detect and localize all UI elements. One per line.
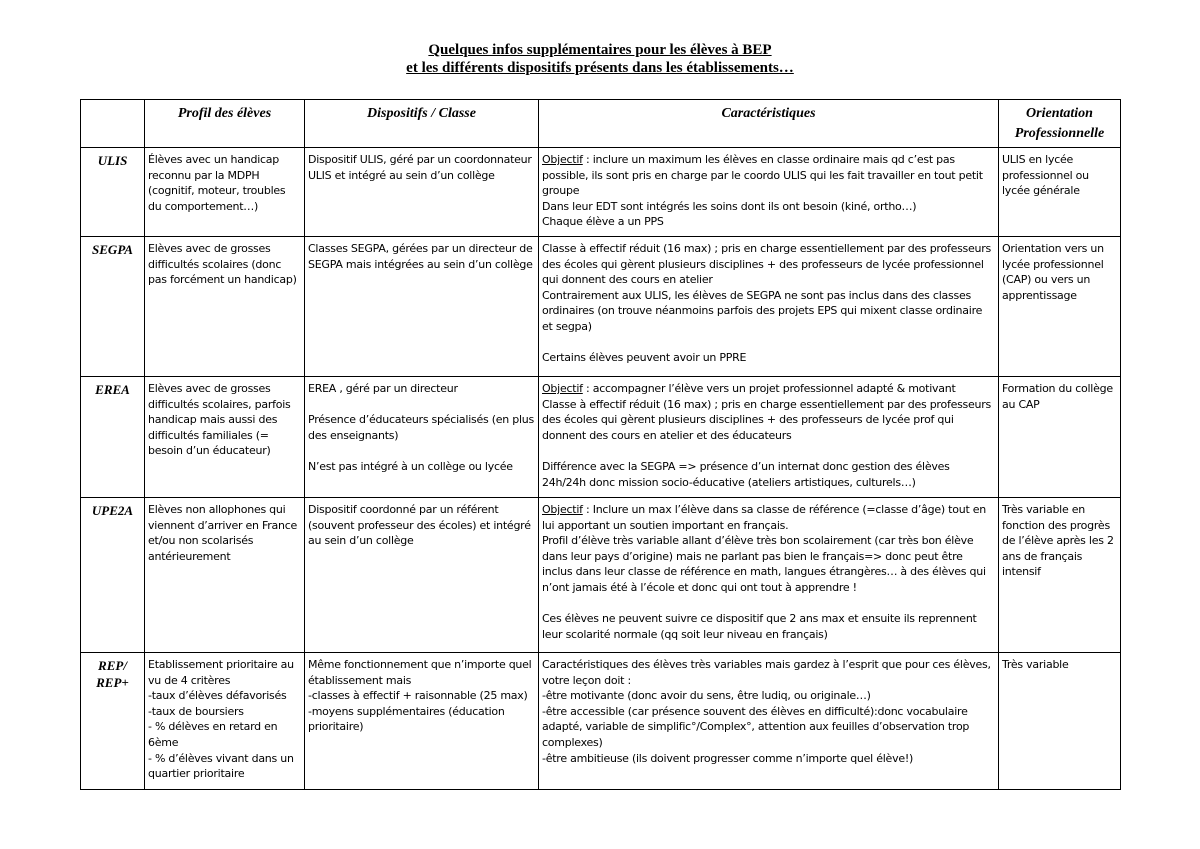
table-row xyxy=(81,377,1121,498)
carac-line3: Chaque élève a un PPS xyxy=(542,215,664,229)
cell-dispositif xyxy=(305,653,539,790)
carac-p1: Classe à effectif réduit (16 max) ; pris en charge essentiellement par des professeurs des écoles qui gèrent plusieurs disciplines + des professeurs de lycée professionnel qui donnent des cours en atelier xyxy=(542,242,992,287)
document-title xyxy=(0,41,1200,77)
dispositif-p3: N’est pas intégré à un collège ou lycée xyxy=(308,459,513,473)
cell-dispositif xyxy=(305,377,539,498)
cell-dispositif: Dispositif coordonné par un référent (souvent professeur des écoles) et intégré au sein d’un collège xyxy=(305,498,539,653)
carac-line2: Dans leur EDT sont intégrés les soins dont ils ont besoin (kiné, ortho…) xyxy=(542,199,917,213)
carac-p2: Classe à effectif réduit (16 max) ; pris en charge essentiellement par des professeurs des écoles qui gèrent plusieurs disciplines + des professeurs de lycée prof qui donnent des cours en atelier et des éducateurs xyxy=(542,397,992,442)
carac-p1 xyxy=(542,502,995,533)
cell-dispositif: Classes SEGPA, gérées par un directeur de SEGPA mais intégrées au sein d’un collège xyxy=(305,237,539,377)
row-label-rep-line2: REP+ xyxy=(96,675,129,690)
profil-intro: Etablissement prioritaire au vu de 4 critères xyxy=(148,658,294,687)
carac-p1 xyxy=(542,152,995,199)
objectif-text: : inclure un maximum les élèves en classe ordinaire mais qd c’est pas possible, ils sont pris en charge par le coordo ULIS qui les fait travailler en tout petit groupe xyxy=(542,153,983,198)
profil-item: - % d’élèves vivant dans un quartier prioritaire xyxy=(148,751,294,781)
table-row xyxy=(81,237,1121,377)
title-line-2: et les différents dispositifs présents dans les établissements… xyxy=(406,60,794,76)
cell-caracteristiques xyxy=(539,498,999,653)
objectif-label: Objectif xyxy=(542,382,583,395)
header-profil: Profil des élèves xyxy=(145,100,305,148)
objectif-text: : accompagner l’élève vers un projet professionnel adapté & motivant xyxy=(582,382,956,395)
cell-profil xyxy=(145,653,305,790)
carac-p3: Certains élèves peuvent avoir un PPRE xyxy=(542,351,747,365)
carac-p3: Différence avec la SEGPA => présence d’un internat donc gestion des élèves 24h/24h donc mission socio-éducative (ateliers artistiques, culturels…) xyxy=(542,459,950,489)
cell-orientation: Très variable xyxy=(999,653,1121,790)
cell-profil: Elèves non allophones qui viennent d’arriver en France et/ou non scolarisés antérieurement xyxy=(145,498,305,653)
header-row xyxy=(81,100,1121,148)
objectif-text: : Inclure un max l’élève dans sa classe de référence (=classe d’âge) tout en lui apportant un soutien important en français. xyxy=(542,503,987,532)
table-row xyxy=(81,148,1121,237)
row-label-rep xyxy=(81,653,145,790)
info-table xyxy=(80,99,1121,790)
carac-item: -être motivante (donc avoir du sens, être ludiq, ou originale…) xyxy=(542,689,871,703)
cell-caracteristiques xyxy=(539,237,999,377)
carac-p2: Contrairement aux ULIS, les élèves de SEGPA ne sont pas inclus dans des classes ordinaires (on trouve néanmoins parfois des projets EPS qui mixent classe ordinaire et segpa) xyxy=(542,288,983,333)
title-line-1: Quelques infos supplémentaires pour les élèves à BEP xyxy=(428,42,772,58)
header-dispositifs: Dispositifs / Classe xyxy=(305,100,539,148)
row-label-rep-line1: REP/ xyxy=(98,658,127,673)
cell-orientation: Très variable en fonction des progrès de l’élève après les 2 ans de français intensif xyxy=(999,498,1121,653)
table-row xyxy=(81,498,1121,653)
objectif-label: Objectif xyxy=(542,503,583,516)
dispositif-p2: Présence d’éducateurs spécialisés (en plus des enseignants) xyxy=(308,413,534,442)
carac-item: -être ambitieuse (ils doivent progresser comme n’importe quel élève!) xyxy=(542,751,914,765)
cell-orientation: Orientation vers un lycée professionnel (CAP) ou vers un apprentissage xyxy=(999,237,1121,377)
carac-intro: Caractéristiques des élèves très variables mais gardez à l’esprit que pour ces élèves, votre leçon doit : xyxy=(542,658,991,687)
row-label-segpa: SEGPA xyxy=(81,237,145,377)
carac-p1 xyxy=(542,381,995,397)
profil-item: -taux de boursiers xyxy=(148,704,244,718)
objectif-label: Objectif xyxy=(542,153,583,166)
profil-item: -taux d’élèves défavorisés xyxy=(148,689,287,703)
cell-profil: Elèves avec de grosses difficultés scolaires (donc pas forcément un handicap) xyxy=(145,237,305,377)
cell-dispositif: Dispositif ULIS, géré par un coordonnateur ULIS et intégré au sein d’un collège xyxy=(305,148,539,237)
header-orientation: Orientation Professionnelle xyxy=(999,100,1121,148)
cell-caracteristiques xyxy=(539,377,999,498)
carac-p3: Ces élèves ne peuvent suivre ce dispositif que 2 ans max et ensuite ils reprennent leur scolarité normale (qq soit leur niveau en français) xyxy=(542,612,977,641)
dispositif-item: -moyens supplémentaires (éducation prioritaire) xyxy=(308,704,505,734)
cell-caracteristiques xyxy=(539,148,999,237)
dispositif-intro: Même fonctionnement que n’importe quel établissement mais xyxy=(308,658,532,687)
carac-p2: Profil d’élève très variable allant d’élève très bon scolairement (car très bon élève dans leur pays d’origine) mais ne parlant pas bien le français=> donc peut être inclus dans leur classe de référence en math, langues étrangères… à des élèves qui n’ont jamais été à l’école et donc qui ont tout à apprendre ! xyxy=(542,534,986,594)
header-empty xyxy=(81,100,145,148)
profil-item: - % délèves en retard en 6ème xyxy=(148,720,278,749)
table-row xyxy=(81,653,1121,790)
cell-orientation: Formation du collège au CAP xyxy=(999,377,1121,498)
row-label-ulis: ULIS xyxy=(81,148,145,237)
cell-profil: Elèves avec de grosses difficultés scolaires, parfois handicap mais aussi des difficultés familiales (= besoin d’un éducateur) xyxy=(145,377,305,498)
cell-orientation: ULIS en lycée professionnel ou lycée générale xyxy=(999,148,1121,237)
cell-profil: Élèves avec un handicap reconnu par la MDPH (cognitif, moteur, troubles du comportement…) xyxy=(145,148,305,237)
row-label-erea: EREA xyxy=(81,377,145,498)
cell-caracteristiques xyxy=(539,653,999,790)
row-label-upe2a: UPE2A xyxy=(81,498,145,653)
carac-item: -être accessible (car présence souvent des élèves en difficulté):donc vocabulaire adapté, variable de simplific°/Complex°, attention aux feuilles d’observation trop complexes) xyxy=(542,704,970,749)
dispositif-p1: EREA , géré par un directeur xyxy=(308,382,458,395)
dispositif-item: -classes à effectif + raisonnable (25 max) xyxy=(308,689,528,703)
header-caracteristiques: Caractéristiques xyxy=(539,100,999,148)
